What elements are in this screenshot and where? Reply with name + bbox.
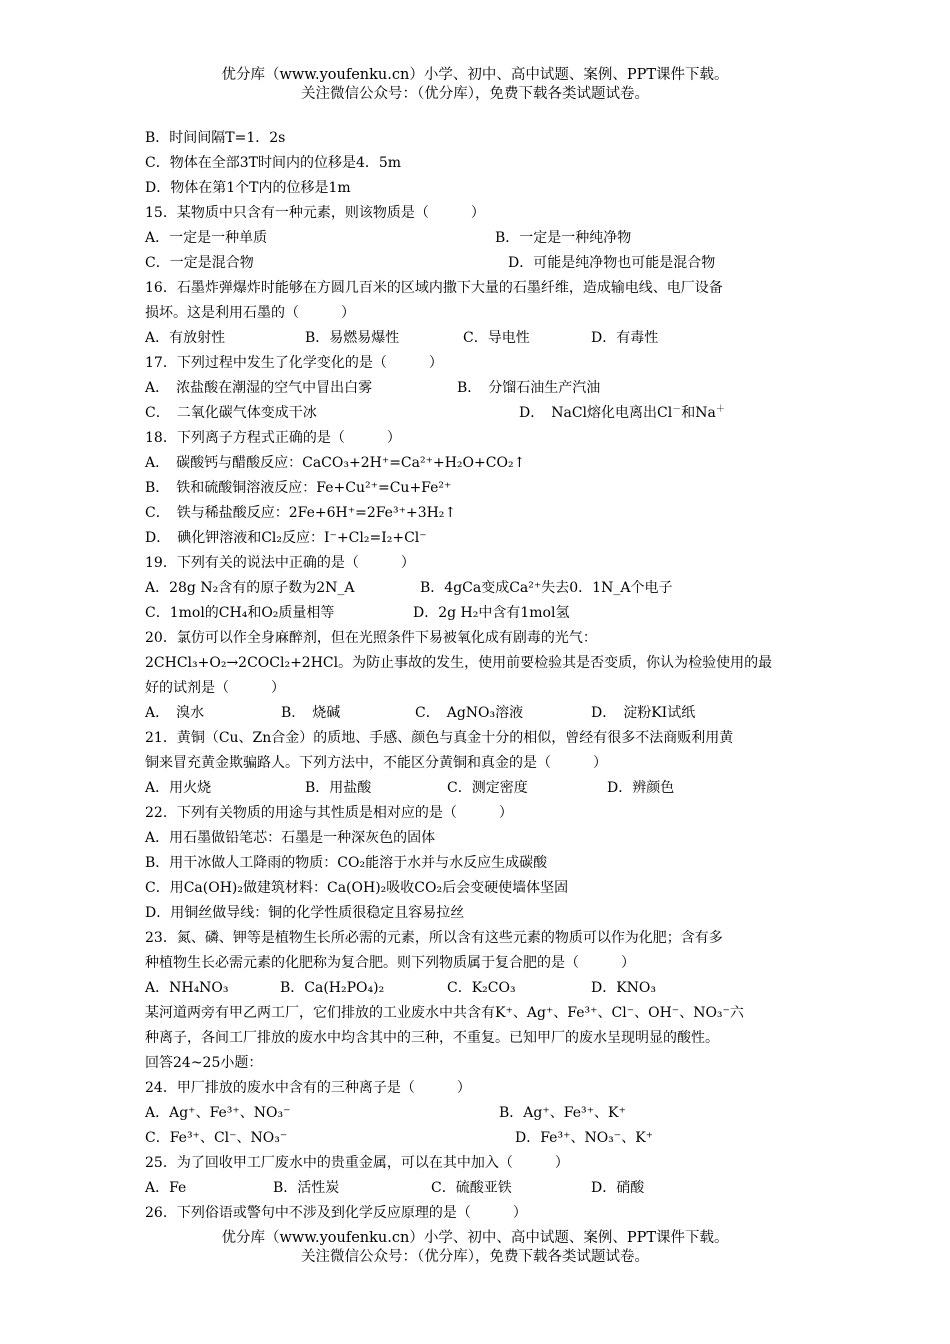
passage-line-2: 种离子，各间工厂排放的废水中均含其中的三种，不重复。已知甲厂的废水呈现明显的酸性。 — [145, 1030, 719, 1046]
q24-options-row-2 — [145, 1126, 810, 1151]
q21-stem-line-1: 21．黄铜（Cu、Zn合金）的质地、手感、颜色与真金十分的相似，曾经有很多不法商贩利用黄 — [145, 730, 734, 746]
q17-option-a: A． 浓盐酸在潮湿的空气中冒出白雾 — [145, 380, 373, 396]
q19-options-row-2 — [145, 601, 810, 626]
q23-option-c: C．K₂CO₃ — [447, 980, 516, 996]
q22-stem: 22．下列有关物质的用途与其性质是相对应的是（ ） — [145, 805, 513, 821]
q21-option-d: D．辨颜色 — [607, 780, 675, 796]
q17-sup-plus: ＋ — [715, 404, 725, 415]
q25-option-b: B．活性炭 — [273, 1180, 340, 1196]
q21-options — [145, 776, 810, 801]
footer-line-2: 关注微信公众号：（优分库），免费下载各类试题试卷。 — [301, 1249, 649, 1265]
q19-option-b: B．4gCa变成Ca²⁺失去0．1N_A个电子 — [420, 580, 673, 596]
q23-options — [145, 976, 810, 1001]
q19-option-a: A．28g N₂含有的原子数为2N_A — [145, 580, 355, 596]
q24-option-c: C．Fe³⁺、Cl⁻、NO₃⁻ — [145, 1130, 288, 1146]
q22-option-a: A．用石墨做铅笔芯：石墨是一种深灰色的固体 — [145, 830, 436, 846]
q25-options — [145, 1176, 810, 1201]
q17-option-d — [519, 401, 725, 426]
q22-option-b: B．用干冰做人工降雨的物质：CO₂能溶于水并与水反应生成碳酸 — [145, 855, 548, 871]
q17-option-d-mid: 和Na — [681, 405, 716, 421]
q21-option-b: B．用盐酸 — [305, 780, 372, 796]
q20-stem-line-3: 好的试剂是（ ） — [145, 680, 285, 696]
q14-option-c: C．物体在全部3T时间内的位移是4．5m — [145, 155, 402, 171]
q16-options — [145, 326, 810, 351]
q20-stem-line-2: 2CHCl₃+O₂→2COCl₂+2HCl。为防止事故的发生，使用前要检验其是否变质，你认为检验使用的最 — [145, 655, 773, 671]
passage-line-3: 回答24~25小题： — [145, 1055, 263, 1071]
q17-stem: 17．下列过程中发生了化学变化的是（ ） — [145, 355, 443, 371]
passage-line-1: 某河道两旁有甲乙两工厂，它们排放的工业废水中共含有K⁺、Ag⁺、Fe³⁺、Cl⁻、OH⁻、NO₃⁻六 — [145, 1005, 744, 1021]
q16-stem-line-1: 16．石墨炸弹爆炸时能够在方圆几百米的区域内撒下大量的石墨纤维，造成输电线、电厂设备 — [145, 280, 723, 296]
q22-option-d: D．用铜丝做导线：铜的化学性质很稳定且容易拉丝 — [145, 905, 465, 921]
q14-option-d: D．物体在第1个T内的位移是1m — [145, 180, 351, 196]
q17-options-row-1 — [145, 376, 810, 401]
q17-option-b: B． 分馏石油生产汽油 — [457, 380, 601, 396]
q17-sup-minus: － — [672, 404, 682, 415]
q15-option-b: B．一定是一种纯净物 — [495, 230, 632, 246]
q16-option-a: A．有放射性 — [145, 330, 226, 346]
q20-option-b: B． 烧碱 — [281, 705, 341, 721]
q24-options-row-1 — [145, 1101, 810, 1126]
question-body — [145, 126, 810, 1226]
q25-option-c: C．硫酸亚铁 — [431, 1180, 512, 1196]
q16-option-b: B．易燃易爆性 — [305, 330, 400, 346]
q16-option-c: C．导电性 — [463, 330, 530, 346]
q18-option-a: A． 碳酸钙与醋酸反应：CaCO₃+2H⁺=Ca²⁺+H₂O+CO₂↑ — [145, 455, 526, 471]
q20-option-c: C． AgNO₃溶液 — [415, 705, 524, 721]
q21-stem-line-2: 铜来冒充黄金欺骗路人。下列方法中，不能区分黄铜和真金的是（ ） — [145, 755, 607, 771]
q14-option-b: B．时间间隔T=1．2s — [145, 130, 286, 146]
q17-option-c: C． 二氧化碳气体变成干冰 — [145, 405, 317, 421]
q23-option-b: B．Ca(H₂PO₄)₂ — [280, 980, 385, 996]
q25-stem: 25．为了回收甲工厂废水中的贵重金属，可以在其中加入（ ） — [145, 1155, 569, 1171]
q20-option-d: D． 淀粉KI试纸 — [591, 705, 696, 721]
q18-option-d: D． 碘化钾溶液和Cl₂反应：I⁻+Cl₂=I₂+Cl⁻ — [145, 530, 427, 546]
page-header — [0, 66, 950, 104]
q24-stem: 24．甲厂排放的废水中含有的三种离子是（ ） — [145, 1080, 471, 1096]
q17-option-d-text: D． NaCl熔化电离出Cl — [519, 405, 673, 421]
header-line-2: 关注微信公众号：（优分库），免费下载各类试题试卷。 — [301, 86, 649, 102]
q21-option-a: A．用火烧 — [145, 780, 212, 796]
q15-options-row-2 — [145, 251, 810, 276]
q19-options-row-1 — [145, 576, 810, 601]
footer-line-1: 优分库（www.youfenku.cn）小学、初中、高中试题、案例、PPT课件下载。 — [221, 1230, 729, 1246]
q15-option-d: D．可能是纯净物也可能是混合物 — [508, 255, 716, 271]
q18-option-c: C． 铁与稀盐酸反应：2Fe+6H⁺=2Fe³⁺+3H₂↑ — [145, 505, 457, 521]
q19-option-d: D．2g H₂中含有1mol氢 — [413, 605, 570, 621]
q19-stem: 19．下列有关的说法中正确的是（ ） — [145, 555, 415, 571]
q20-stem-line-1: 20．氯仿可以作全身麻醉剂，但在光照条件下易被氧化成有剧毒的光气： — [145, 630, 597, 646]
q25-option-a: A．Fe — [145, 1180, 187, 1196]
q21-option-c: C．测定密度 — [447, 780, 528, 796]
q24-option-a: A．Ag⁺、Fe³⁺、NO₃⁻ — [145, 1105, 291, 1121]
q23-stem-line-2: 种植物生长必需元素的化肥称为复合肥。则下列物质属于复合肥的是（ ） — [145, 955, 635, 971]
q18-option-b: B． 铁和硫酸铜溶液反应：Fe+Cu²⁺=Cu+Fe²⁺ — [145, 480, 452, 496]
page-footer — [0, 1229, 950, 1267]
q15-option-c: C．一定是混合物 — [145, 255, 254, 271]
q25-option-d: D．硝酸 — [591, 1180, 645, 1196]
header-line-1: 优分库（www.youfenku.cn）小学、初中、高中试题、案例、PPT课件下载。 — [221, 67, 729, 83]
q23-option-a: A．NH₄NO₃ — [145, 980, 229, 996]
q15-options-row-1 — [145, 226, 810, 251]
q15-stem: 15．某物质中只含有一种元素，则该物质是（ ） — [145, 205, 485, 221]
q24-option-d: D．Fe³⁺、NO₃⁻、K⁺ — [515, 1130, 654, 1146]
q23-stem-line-1: 23．氮、磷、钾等是植物生长所必需的元素，所以含有这些元素的物质可以作为化肥；含有多 — [145, 930, 723, 946]
q22-option-c: C．用Ca(OH)₂做建筑材料：Ca(OH)₂吸收CO₂后会变硬使墙体坚固 — [145, 880, 569, 896]
q23-option-d: D．KNO₃ — [591, 980, 657, 996]
q15-option-a: A．一定是一种单质 — [145, 230, 268, 246]
q20-option-a: A． 溴水 — [145, 705, 205, 721]
q16-option-d: D．有毒性 — [591, 330, 659, 346]
q17-options-row-2 — [145, 401, 810, 426]
q24-option-b: B．Ag⁺、Fe³⁺、K⁺ — [499, 1105, 626, 1121]
q20-options — [145, 701, 810, 726]
q16-stem-line-2: 损坏。这是利用石墨的（ ） — [145, 305, 355, 321]
q26-stem: 26．下列俗语或警句中不涉及到化学反应原理的是（ ） — [145, 1205, 527, 1221]
q19-option-c: C．1mol的CH₄和O₂质量相等 — [145, 605, 335, 621]
q18-stem: 18．下列离子方程式正确的是（ ） — [145, 430, 401, 446]
